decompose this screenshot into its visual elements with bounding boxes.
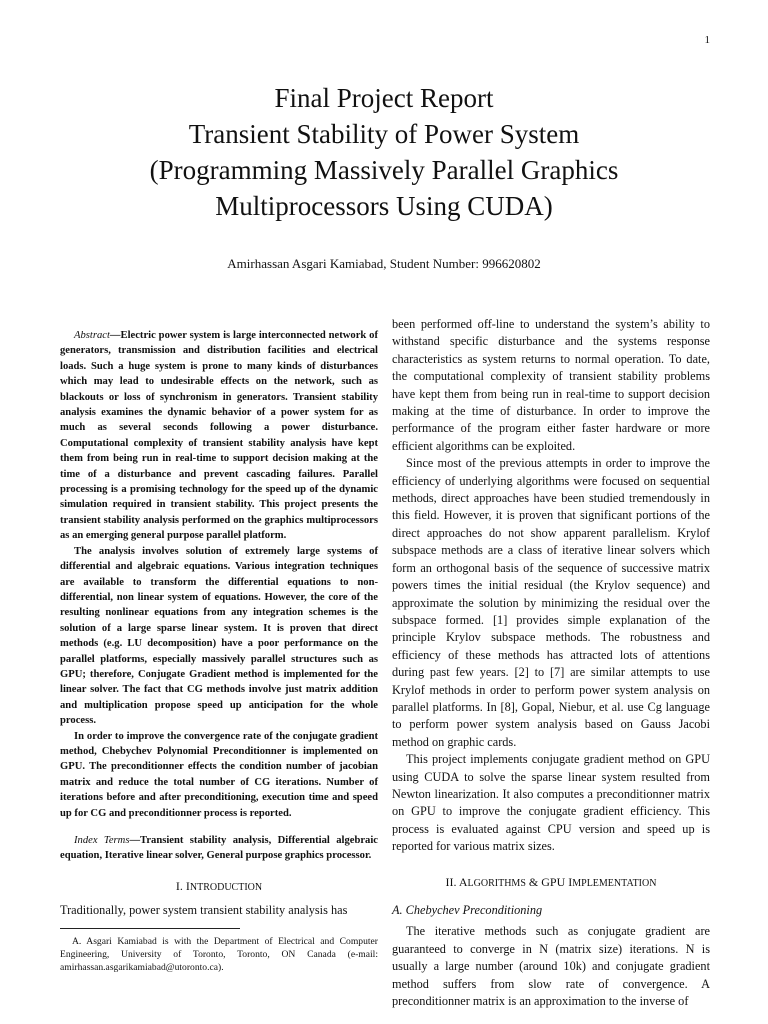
section-numeral: II. <box>445 874 459 889</box>
section-gpu: GPU <box>541 874 566 889</box>
section-smallcaps: LGORITHMS <box>467 877 526 889</box>
subsection-heading-chebychev: A. Chebychev Preconditioning <box>392 903 543 917</box>
right-column <box>392 316 710 1010</box>
index-terms <box>60 833 378 864</box>
body-paragraph-1: been performed off-line to understand the system’s ability to withstand specific disturbance and the systems response characteristics as system returns to normal operation. To date, the computational complexity of transient stability problems have kept them from being run in real-time to support decision making at the time of disturbance. In order to improve the performance of the program either faster hardware or more efficient algorithms can be exploited. <box>392 317 710 453</box>
abstract-paragraph-1 <box>60 328 378 544</box>
section-heading-algorithms <box>392 874 710 892</box>
body-paragraph-4: The iterative methods such as conjugate gradient are guaranteed to converge in N (matrix size) iterations. N is usually a large number (around 10k) and conjugate gradient method suffers from slow rate of convergence. A preconditionner matrix is an approximation to the inverse of <box>392 924 710 1009</box>
abstract-text-1: —Electric power system is large interconnected network of generators, transmission and distribution facilities and electrical loads. Such a huge system is prone to many kinds of disturbances which may lead to undesirable effects on the network, such as blackouts or loss of synchronism in generators. Transient stability analysis examines the dynamic behavior of a power system for as much as several seconds following a power disturbance. Computational complexity of transient stability analysis have kept them from being run in real-time to support decision making at the time of a disturbance and prevent cascading failures. Parallel processing is a promising technology for the speed up of the dynamic simulation required in transient stability. This project presents the transient stability analysis performed on the graphics multiprocessors as an emerging general purpose parallel platform. <box>60 330 378 542</box>
page-number: 1 <box>704 34 710 46</box>
section-heading-introduction <box>60 878 378 897</box>
section-smallcaps: NTRODUCTION <box>189 881 263 893</box>
index-terms-paragraph <box>60 833 378 864</box>
section-ampersand: & <box>525 874 542 889</box>
body-paragraph-3: This project implements conjugate gradient method on GPU using CUDA to solve the sparse linear system resulted from Newton linearization. It also computes a preconditionner matrix on GPU to improve the conjugate gradient efficiency. This process is evaluated against CPU version and speed up is reported for various matrix sizes. <box>392 752 710 854</box>
footnote-divider <box>60 928 240 929</box>
title-line-2: Transient Stability of Power System <box>188 119 580 149</box>
index-terms-label: Index Terms <box>74 835 130 846</box>
body-paragraph-2: Since most of the previous attempts in order to improve the efficiency of underlying algorithms were focused on sequential methods, direct approaches have been studied tremendously in this field. However, it is proven that significant portions of the direct approaches do not show apparent parallelism. Krylof subspace methods are a class of iterative linear solvers which form an orthogonal basis of the sequence of successive matrix powers times the initial residual (the Krylov sequence) and approximate the solution by minimizing the residual over the subspace formed. [1] provides simple explanation of the principle Krylov subspace methods. The robustness and efficiency of these methods has attracted lots of attentions during past few years. [2] to [7] are similar attempts to use Krylof methods in order to perform power system analysis on parallel platforms. In [8], Gopal, Niebur, et al. use Cg language to perform power system analysis based on Gauss Jacobi method on graphic cards. <box>392 456 710 749</box>
section-smallcaps: MPLEMENTATION <box>572 877 657 889</box>
abstract <box>60 328 378 821</box>
section-initial: I <box>185 878 190 893</box>
author-footnote: A. Asgari Kamiabad is with the Department of Electrical and Computer Engineering, University of Toronto, Toronto, ON Canada (e-mail: amirhassan.asgarikamiabad@utoronto.ca). <box>60 935 378 973</box>
title-line-3: (Programming Massively Parallel Graphics <box>149 155 619 185</box>
abstract-label: Abstract <box>74 330 110 341</box>
section-numeral: I. <box>175 878 186 893</box>
introduction-text: Traditionally, power system transient stability analysis has <box>60 903 348 918</box>
section-initial: I <box>565 874 573 889</box>
title-line-4: Multiprocessors Using CUDA) <box>215 191 553 221</box>
author-line: Amirhassan Asgari Kamiabad, Student Number: 996620802 <box>227 256 541 271</box>
paper-title <box>0 80 768 224</box>
abstract-paragraph-3: In order to improve the convergence rate of the conjugate gradient method, Chebychev Polynomial Preconditionner is implemented on GPU. The preconditionner effects the condition number of jacobian matrix and reduce the total number of CG iterations. Number of iterations before and after preconditioning, execution time and speed up for CG and preconditionner process is reported. <box>60 730 378 819</box>
index-terms-text: —Transient stability analysis, Differential algebraic equation, Iterative linear solver, General purpose graphics processor. <box>60 835 378 862</box>
left-column <box>60 316 378 974</box>
section-initial: A <box>458 874 468 889</box>
abstract-paragraph-2: The analysis involves solution of extremely large systems of differential and algebraic equations. Various integration techniques are available to transform the differential equations to non-differential, non linear system of equations. However, the core of the resulting nonlinear equations from any integration schemes is the solution of a large sparse linear system. It is proven that direct methods (e.g. LU decomposition) have a poor performance on the parallel platforms, especially massively parallel structures such as GPU; therefore, Conjugate Gradient method is implemented for the linear solver. The fact that CG methods involve just matrix addition and multiplication propose speed up anticipation for the whole process. <box>60 545 378 727</box>
title-line-1: Final Project Report <box>274 83 494 113</box>
